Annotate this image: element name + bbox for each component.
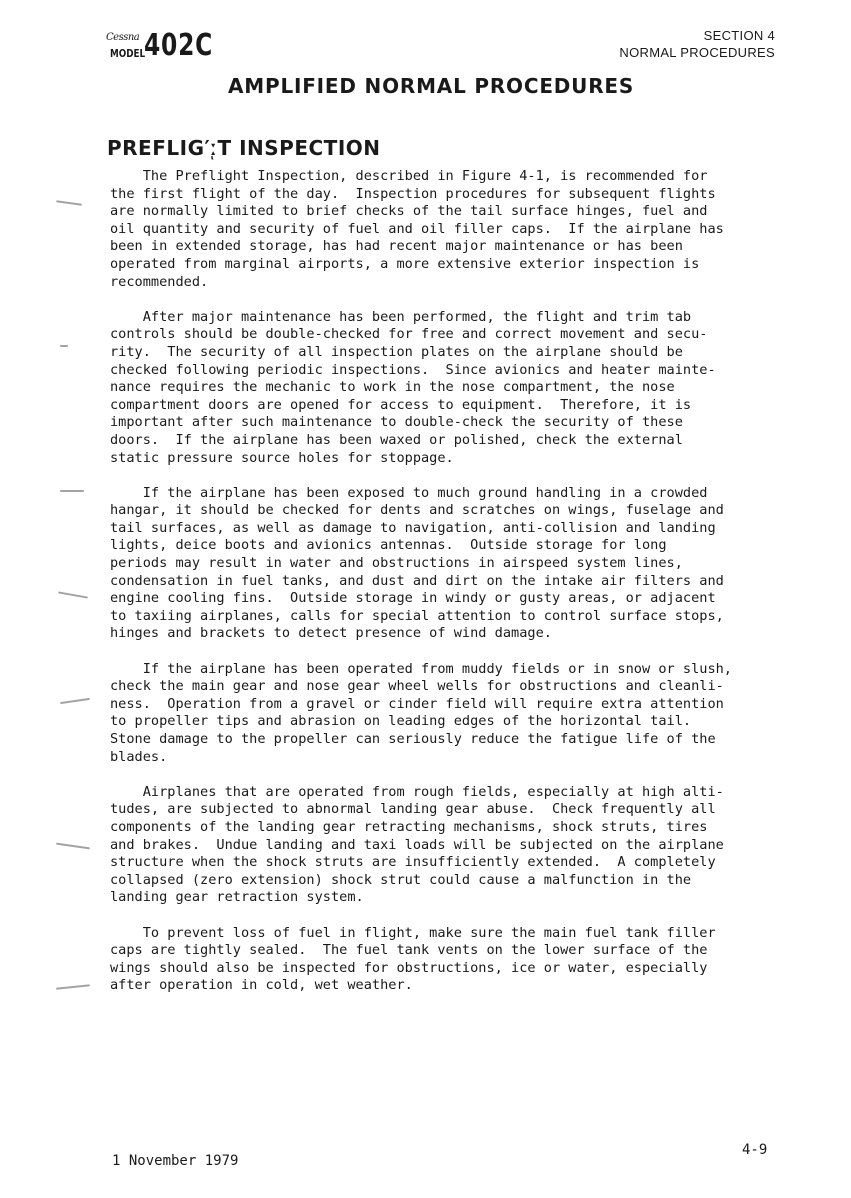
section-number: SECTION 4 [703, 28, 775, 43]
text-line: doors. If the airplane has been waxed or polished, check the external [110, 431, 683, 448]
margin-mark [56, 843, 90, 850]
text-line: important after such maintenance to double-check the security of these [110, 414, 683, 431]
page-title: AMPLIFIED NORMAL PROCEDURES [228, 74, 635, 98]
paragraph [110, 784, 782, 907]
text-line: are normally limited to brief checks of the tail surface hinges, fuel and [110, 203, 708, 220]
paragraph [110, 661, 782, 767]
text-line: to taxiing airplanes, calls for special attention to control surface stops, [110, 607, 724, 624]
text-line: the first flight of the day. Inspection procedures for subsequent flights [110, 185, 716, 202]
text-line: controls should be double-checked for free and correct movement and secu- [110, 326, 708, 343]
text-line: tudes, are subjected to abnormal landing gear abuse. Check frequently all [110, 801, 716, 818]
text-line: lights, deice boots and avionics antennas. Outside storage for long [110, 537, 667, 554]
text-line: The Preflight Inspection, described in Figure 4-1, is recommended for [110, 168, 708, 184]
model-label: MODEL [110, 47, 146, 60]
cessna-wordmark: Cessna [106, 32, 140, 43]
text-line: landing gear retraction system. [110, 889, 364, 906]
text-line: Airplanes that are operated from rough fields, especially at high alti- [110, 783, 724, 800]
margin-mark [56, 984, 90, 990]
margin-mark [58, 591, 88, 598]
text-line: hinges and brackets to detect presence of wind damage. [110, 625, 552, 642]
model-number: 402C [144, 28, 214, 63]
text-line: After major maintenance has been performed, the flight and trim tab [110, 308, 692, 325]
text-line: nance requires the mechanic to work in the nose compartment, the nose [110, 379, 675, 396]
section-heading: PREFLIG′ːͅT INSPECTION [107, 136, 381, 160]
cessna-model-logo [104, 30, 254, 70]
text-line: operated from marginal airports, a more extensive exterior inspection is [110, 255, 700, 272]
text-line: structure when the shock struts are insufficiently extended. A completely [110, 854, 716, 871]
text-line: caps are tightly sealed. The fuel tank vents on the lower surface of the [110, 942, 708, 959]
text-line: rity. The security of all inspection plates on the airplane should be [110, 343, 683, 360]
text-line: recommended. [110, 273, 209, 290]
body-text [110, 168, 782, 1013]
text-line: If the airplane has been operated from muddy fields or in snow or slush, [110, 660, 732, 677]
margin-mark [60, 698, 90, 704]
page-number: 4-9 [742, 1142, 768, 1158]
text-line: and brakes. Undue landing and taxi loads will be subjected on the airplane [110, 836, 724, 853]
text-line: oil quantity and security of fuel and oil filler caps. If the airplane has [110, 220, 724, 237]
text-line: components of the landing gear retracting mechanisms, shock struts, tires [110, 818, 708, 835]
text-line: tail surfaces, as well as damage to navigation, anti-collision and landing [110, 519, 716, 536]
text-line: periods may result in water and obstructions in airspeed system lines, [110, 555, 683, 572]
text-line: been in extended storage, has had recent major maintenance or has been [110, 238, 683, 255]
text-line: static pressure source holes for stoppage. [110, 449, 454, 466]
margin-mark [56, 200, 82, 206]
text-line: after operation in cold, wet weather. [110, 977, 413, 994]
text-line: blades. [110, 748, 168, 765]
margin-mark [60, 345, 68, 347]
text-line: condensation in fuel tanks, and dust and dirt on the intake air filters and [110, 572, 724, 589]
text-line: wings should also be inspected for obstructions, ice or water, especially [110, 959, 708, 976]
section-header [619, 27, 775, 61]
text-line: ness. Operation from a gravel or cinder field will require extra attention [110, 695, 724, 712]
text-line: checked following periodic inspections. Since avionics and heater mainte- [110, 361, 716, 378]
paragraph [110, 168, 782, 291]
paragraph [110, 485, 782, 643]
text-line: To prevent loss of fuel in flight, make sure the main fuel tank filler [110, 924, 716, 941]
text-line: compartment doors are opened for access to equipment. Therefore, it is [110, 396, 692, 413]
text-line: collapsed (zero extension) shock strut could cause a malfunction in the [110, 871, 692, 888]
footer-date: 1 November 1979 [112, 1153, 239, 1169]
text-line: Stone damage to the propeller can seriously reduce the fatigue life of the [110, 731, 716, 747]
text-line: If the airplane has been exposed to much ground handling in a crowded [110, 484, 708, 501]
paragraph [110, 309, 782, 467]
text-line: hangar, it should be checked for dents and scratches on wings, fuselage and [110, 502, 724, 519]
paragraph [110, 925, 782, 995]
text-line: to propeller tips and abrasion on leading edges of the horizontal tail. [110, 713, 692, 730]
text-line: engine cooling fins. Outside storage in windy or gusty areas, or adjacent [110, 590, 716, 607]
section-title: NORMAL PROCEDURES [619, 45, 775, 60]
text-line: check the main gear and nose gear wheel wells for obstructions and cleanli- [110, 678, 724, 695]
margin-mark [60, 490, 84, 492]
